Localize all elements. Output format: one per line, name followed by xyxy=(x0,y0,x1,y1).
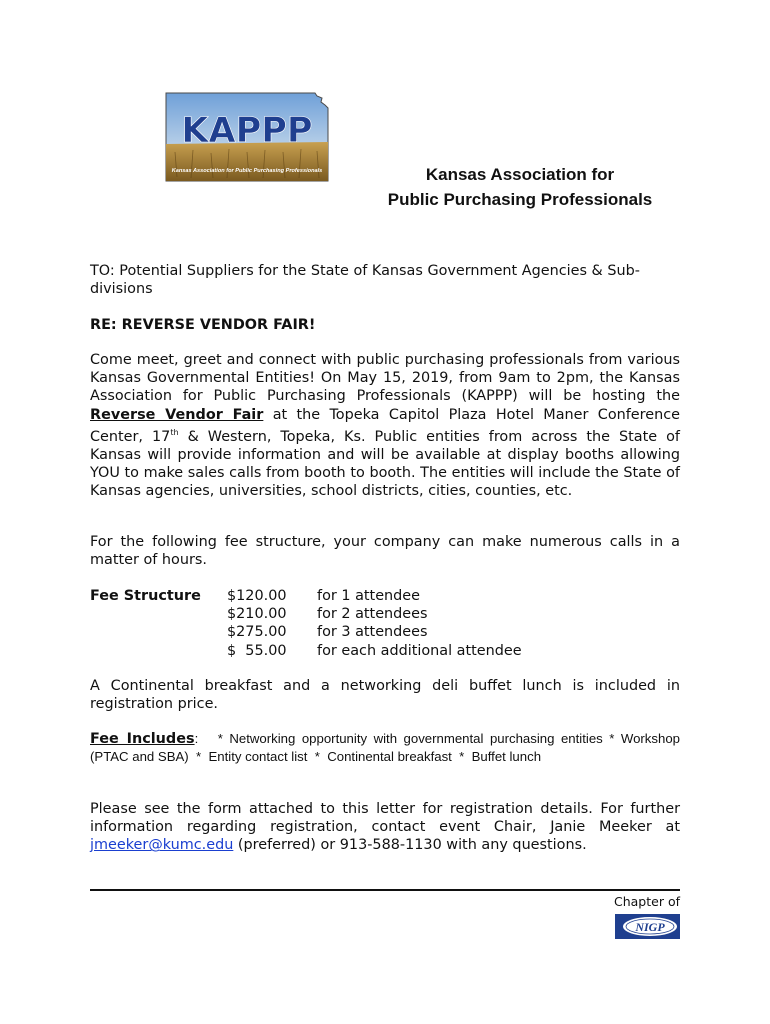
organization-title-line2: Public Purchasing Professionals xyxy=(387,190,653,209)
logo-tagline: Kansas Association for Public Purchasing Professionals xyxy=(171,168,323,174)
intro-text-1: Come meet, greet and connect with public purchasing professionals from various Kansas Governmental Entities! On May 15, 2019, from 9am to 2pm, the Kansas Association for Public Purchasing Professionals (KAPPP) will be hosting the xyxy=(90,352,680,405)
organization-title-line1: Kansas Association for xyxy=(425,165,615,184)
subject-line: RE: REVERSE VENDOR FAIR! xyxy=(90,317,316,333)
fee-includes-text: * Networking opportunity with governmental purchasing entities * Workshop (PTAC and SBA) * Entity contact list * Continental breakfast * Buffet lunch xyxy=(90,731,684,764)
fee-row xyxy=(227,623,677,641)
recipient-line: TO: Potential Suppliers for the State of Kansas Government Agencies & Sub-divisions xyxy=(90,263,640,298)
footer-divider xyxy=(90,889,680,891)
nigp-text: NIGP xyxy=(635,920,665,934)
fee-description: for 2 attendees xyxy=(317,606,428,623)
fee-includes-colon: : xyxy=(194,731,199,746)
fee-row xyxy=(227,642,677,660)
fee-amount: $275.00 xyxy=(227,624,287,641)
fee-amount: $120.00 xyxy=(227,588,287,604)
contact-paragraph xyxy=(90,800,680,855)
fee-intro-paragraph: For the following fee structure, your company can make numerous calls in a matter of hours. xyxy=(90,534,680,569)
contact-text-1: Please see the form attached to this letter for registration details. For further information regarding registration, contact event Chair, Janie Meeker at xyxy=(90,801,680,836)
organization-title xyxy=(360,162,680,212)
fee-structure-label: Fee Structure xyxy=(90,588,201,604)
fee-description: for each additional attendee xyxy=(317,642,522,659)
fee-row xyxy=(227,587,677,605)
fee-amount: $ 55.00 xyxy=(227,642,287,659)
fee-includes-label: Fee Includes xyxy=(90,731,195,747)
nigp-logo xyxy=(615,914,680,939)
fee-amount: $210.00 xyxy=(227,606,287,623)
logo-wordmark: KAPPP xyxy=(181,111,313,151)
chapter-of-label: Chapter of xyxy=(614,894,680,909)
fee-description: for 1 attendee xyxy=(317,588,421,604)
intro-text-3: & Western, Topeka, Ks. Public entities from across the State of Kansas will provide information and will be available at display booths allowing YOU to make sales calls from booth to booth. The entities will include the State of Kansas agencies, universities, school districts, cities, counties, etc. xyxy=(90,428,680,500)
intro-text-2: at the Topeka Capitol Plaza Hotel Maner Conference Center, 17 xyxy=(90,406,681,445)
email-link[interactable]: jmeeker@kumc.edu xyxy=(90,837,234,854)
fee-row xyxy=(227,605,677,623)
contact-text-2: (preferred) or 913-588-1130 with any questions. xyxy=(233,837,587,854)
intro-paragraph xyxy=(90,351,680,500)
event-name: Reverse Vendor Fair xyxy=(90,406,264,423)
kappp-logo xyxy=(165,92,335,182)
fee-description: for 3 attendees xyxy=(317,624,428,641)
fee-includes xyxy=(90,730,684,766)
meals-paragraph: A Continental breakfast and a networking deli buffet lunch is included in registration price. xyxy=(90,678,680,713)
ordinal-suffix: th xyxy=(170,427,179,437)
